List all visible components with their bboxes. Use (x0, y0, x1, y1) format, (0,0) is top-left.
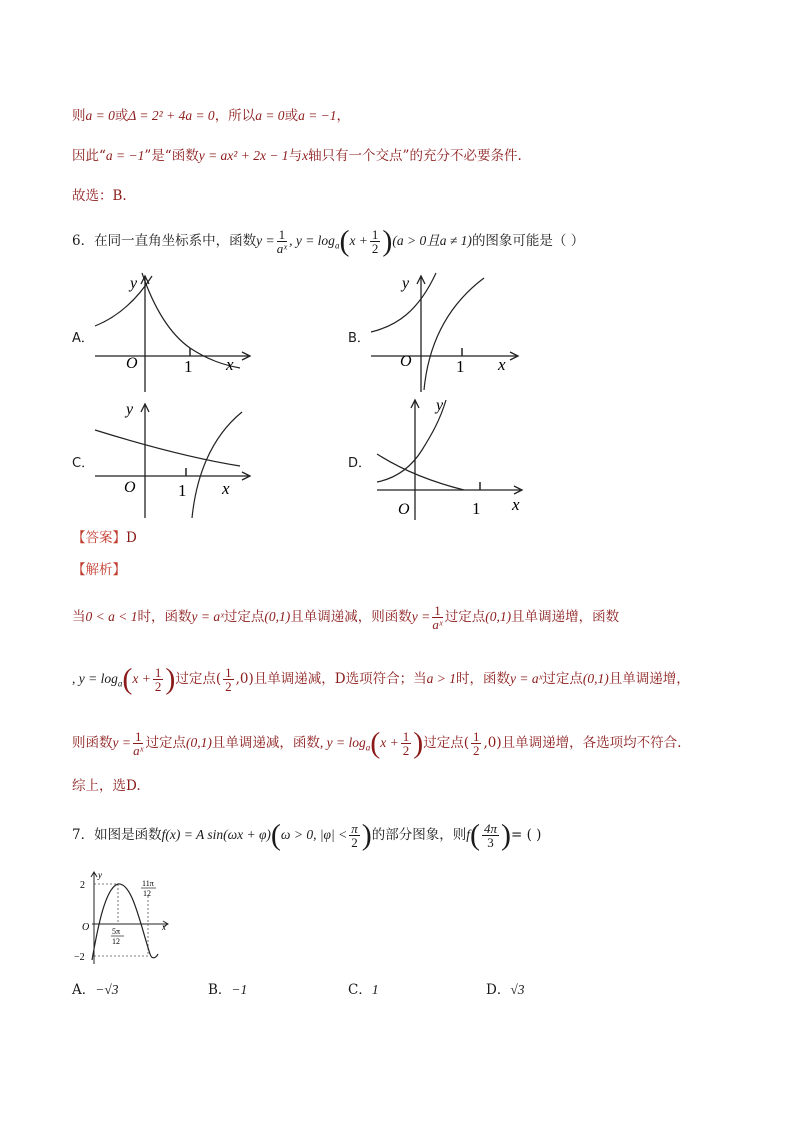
numerator: π (351, 821, 358, 836)
curve-log-decreasing (377, 454, 464, 490)
subscript: a (117, 678, 123, 689)
equation: Δ = 2² + 4a = 0 (128, 108, 215, 123)
equation: y = aˣ (509, 671, 543, 686)
option-value: −1 (231, 982, 248, 997)
twelve-label: 12 (143, 889, 151, 898)
q7-option-b[interactable] (208, 980, 247, 1000)
text: ( (215, 671, 222, 687)
text: ,0) (483, 735, 502, 751)
text: 则 (72, 108, 86, 124)
numerator: 1 (402, 729, 410, 744)
analysis-tag-text: 【解析】 (72, 562, 126, 578)
paren: ) (382, 224, 393, 258)
denominator: aˣ (432, 617, 443, 632)
answer (72, 528, 137, 548)
x-label: x (226, 355, 234, 374)
sine-graph (72, 868, 182, 968)
text: ”是“函数 (144, 148, 199, 164)
text: ( (463, 735, 469, 751)
text: 或 (114, 108, 129, 124)
equation: y = (411, 609, 431, 624)
text: ，所以 (214, 108, 256, 124)
equation: (0,1) (582, 671, 609, 686)
answer-value: D (126, 530, 137, 546)
equation: x + (349, 233, 368, 248)
y-label: y (126, 401, 134, 418)
fraction (401, 730, 412, 757)
analysis-line-1 (72, 604, 619, 631)
numerator: 1 (434, 603, 441, 618)
min-label: −2 (74, 952, 85, 963)
text: 与 (288, 148, 303, 164)
option-d-label[interactable]: D． (348, 456, 372, 471)
text: ,0) (235, 671, 254, 687)
equation: y = aˣ (191, 609, 224, 624)
paren: ( (469, 818, 480, 852)
text: ， (336, 108, 351, 124)
question-6-stem (72, 224, 585, 258)
fraction (277, 228, 288, 255)
max-label: 2 (80, 880, 85, 891)
origin-label: O (124, 479, 136, 496)
question-7-stem (72, 818, 542, 852)
answer-tag: 【答案】 (72, 530, 126, 546)
q7-option-c[interactable] (348, 980, 379, 1000)
paren: ( (370, 726, 381, 760)
analysis-tag (72, 560, 126, 580)
text: 且单调递增，函数 (511, 609, 620, 625)
analysis-summary: 综上，选D. (72, 778, 141, 794)
equation: x + (132, 671, 151, 686)
denominator: aˣ (276, 241, 287, 256)
equation: a > 1 (426, 671, 456, 686)
equation: , y = log (72, 671, 118, 686)
denominator: 2 (472, 743, 480, 758)
option-label: C． (348, 982, 372, 998)
one-label: 1 (456, 357, 465, 376)
fraction (471, 730, 482, 757)
x-label: x (162, 922, 166, 932)
graph-c (90, 398, 260, 523)
option-label: D． (486, 982, 511, 998)
text: 当 (72, 609, 86, 625)
graph-a (90, 268, 260, 398)
y-label: y (98, 870, 102, 880)
paren: ) (361, 818, 372, 852)
text: 的部分图象，则 (371, 827, 467, 843)
q7-option-d[interactable] (486, 980, 525, 1000)
equation: ω > 0, |φ| < (280, 827, 348, 842)
text: 过定点 (175, 671, 216, 687)
denominator: 2 (351, 835, 358, 850)
numerator: 4π (483, 821, 497, 836)
fraction (223, 666, 234, 693)
option-c-label[interactable]: C． (72, 456, 95, 471)
option-value: −√3 (95, 982, 119, 997)
text: 且单调递减，函数 (211, 735, 320, 751)
equation: (0,1) (185, 735, 212, 750)
text: 过定点 (423, 735, 464, 751)
option-a-label[interactable]: A． (72, 331, 94, 346)
option-b-label[interactable]: B． (348, 331, 370, 346)
text: 因此“ (72, 148, 106, 164)
equation: 0 < a < 1 (85, 609, 138, 624)
numerator: 1 (154, 665, 162, 680)
paren: ( (270, 818, 281, 852)
equation: (0,1) (264, 609, 291, 624)
one-label: 1 (178, 481, 187, 500)
equation: a = 0 (255, 108, 285, 123)
denominator: 2 (371, 241, 379, 256)
x-label: x (222, 479, 230, 498)
subscript: a (334, 240, 340, 251)
equation: (0,1) (485, 609, 512, 624)
equation: x (302, 148, 309, 163)
text: 或 (284, 108, 299, 124)
fraction (153, 666, 164, 693)
text: 且单调递增，各选项均不符合. (501, 735, 682, 751)
one-label: 1 (472, 499, 481, 518)
x-label: x (512, 495, 520, 514)
text: 且单调递减，D选项符合；当 (253, 671, 427, 687)
analysis-line-3 (72, 726, 682, 760)
curve-exp-increasing (95, 276, 152, 326)
y-label: y (436, 397, 444, 414)
equation: , y = log (319, 735, 366, 750)
numerator: 1 (371, 227, 379, 242)
fraction (482, 822, 499, 849)
denominator: 2 (402, 743, 410, 758)
text: 过定点 (542, 671, 583, 687)
equation: x + (380, 735, 399, 750)
equation: y = (256, 233, 275, 248)
paren: ( (122, 662, 133, 696)
origin-label: O (126, 355, 138, 372)
text: 且单调递增， (608, 671, 690, 687)
conclusion-choice: 故选：B. (72, 188, 127, 204)
denominator: aˣ (133, 743, 144, 758)
origin-label: O (82, 922, 90, 933)
equation: a = 0 (85, 108, 115, 123)
fraction (370, 228, 381, 255)
text: 过定点 (145, 735, 186, 751)
text: 过定点 (444, 609, 486, 625)
text: 时，函数 (137, 609, 192, 625)
text: 7．如图是函数 (72, 827, 162, 843)
origin-label: O (400, 353, 412, 370)
denominator: 2 (154, 679, 162, 694)
text: = ( ) (511, 827, 542, 843)
numerator: 1 (278, 227, 286, 242)
numerator: 1 (134, 729, 142, 744)
analysis-line-2 (72, 662, 690, 696)
graph-d (372, 394, 537, 522)
text: 则函数 (72, 735, 113, 751)
text: 且单调递减，则函数 (290, 609, 412, 625)
option-value: √3 (510, 982, 525, 997)
equation: y = (112, 735, 131, 750)
origin-label: O (398, 501, 410, 518)
curve-exp-decreasing (95, 430, 240, 466)
conclusion-line-1 (72, 106, 350, 126)
option-label: B． (208, 982, 232, 998)
fraction (133, 730, 144, 757)
paren: ) (165, 662, 176, 696)
numerator: 1 (472, 729, 480, 744)
q7-option-a[interactable] (72, 980, 119, 1000)
text: 6．在同一直角坐标系中，函数 (72, 233, 257, 249)
y-label: y (402, 275, 410, 292)
curve-decreasing (142, 273, 240, 368)
text: 的图象可能是（ ） (471, 233, 585, 249)
equation: a = −1 (298, 108, 337, 123)
option-label: A． (72, 982, 96, 998)
x-label: x (498, 355, 506, 374)
text: 轴只有一个交点”的充分不必要条件. (308, 148, 522, 164)
y-label: y (130, 275, 138, 292)
denominator: 3 (487, 835, 494, 850)
five-pi-label: 5π (112, 927, 121, 936)
numerator: 1 (225, 665, 232, 680)
graph-b (366, 268, 536, 398)
subscript: a (365, 742, 371, 753)
text: 过定点 (223, 609, 265, 625)
equation: f (466, 827, 470, 842)
fraction (432, 604, 443, 631)
paren: ( (339, 224, 350, 258)
option-value: 1 (371, 982, 379, 997)
equation: y = ax² + 2x − 1 (198, 148, 289, 163)
paren: ) (501, 818, 511, 852)
twelve-label: 12 (112, 937, 120, 946)
conclusion-line-2 (72, 146, 522, 166)
text: 时，函数 (455, 671, 510, 687)
paren: ) (413, 726, 424, 760)
equation: (a > 0且a ≠ 1) (392, 233, 472, 248)
one-label: 1 (184, 357, 193, 376)
equation: a = −1 (105, 148, 145, 163)
equation: , y = log (289, 233, 335, 248)
equation: f(x) = A sin(ωx + φ) (161, 827, 271, 842)
fraction (349, 822, 360, 849)
denominator: 2 (225, 679, 232, 694)
curve-log-increasing (424, 278, 484, 390)
eleven-pi-label: 11π (142, 879, 154, 888)
